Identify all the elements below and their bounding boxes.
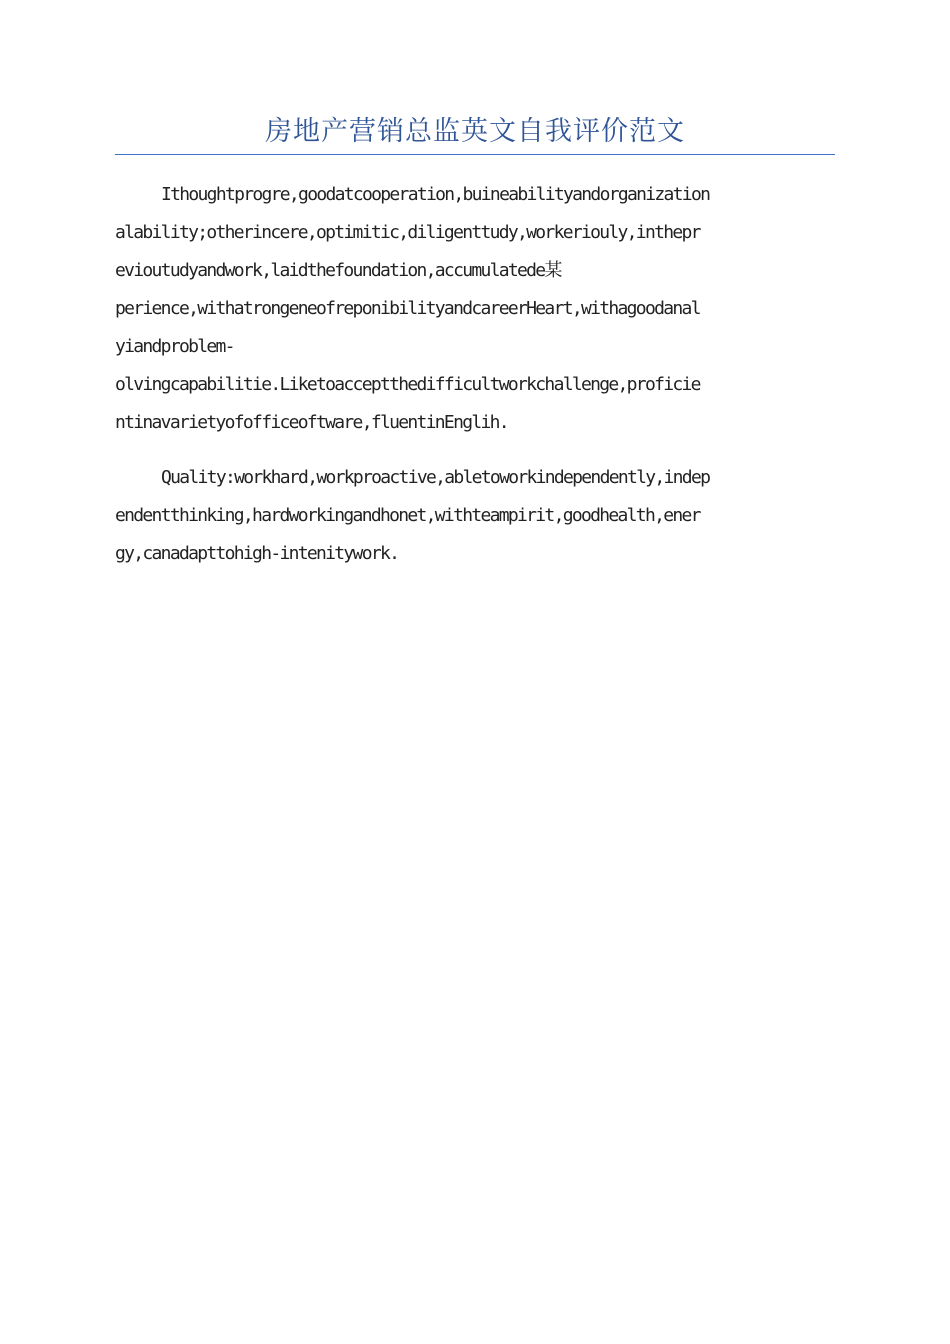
paragraph-line: gy,canadapttohigh-intenitywork. [115, 543, 399, 564]
title-underline [115, 154, 835, 155]
paragraph-line: perience,withatrongeneofreponibilityandcareerHeart,withagoodanal [115, 298, 700, 319]
paragraph-line: Ithoughtprogre,goodatcooperation,buineabilityandorganization [161, 184, 710, 205]
document-title: 房地产营销总监英文自我评价范文 [265, 116, 685, 147]
paragraph-line: olvingcapabilitie.Liketoacceptthedifficultworkchallenge,proficie [115, 374, 700, 395]
paragraph-self-evaluation [115, 176, 835, 442]
paragraph-line: alability;otherincere,optimitic,diligenttudy,workeriouly,inthepr [115, 222, 700, 243]
paragraph-line: evioutudyandwork,laidthefoundation,accumulatede某 [115, 260, 561, 281]
paragraph-line: endentthinking,hardworkingandhonet,withteampirit,goodhealth,ener [115, 505, 700, 526]
paragraph-line: Quality:workhard,workproactive,abletoworkindependently,indep [161, 467, 710, 488]
paragraph-line: ntinavarietyofofficeoftware,fluentinEnglih. [115, 412, 508, 433]
paragraph-line: yiandproblem- [115, 336, 234, 357]
paragraph-quality [115, 459, 835, 573]
